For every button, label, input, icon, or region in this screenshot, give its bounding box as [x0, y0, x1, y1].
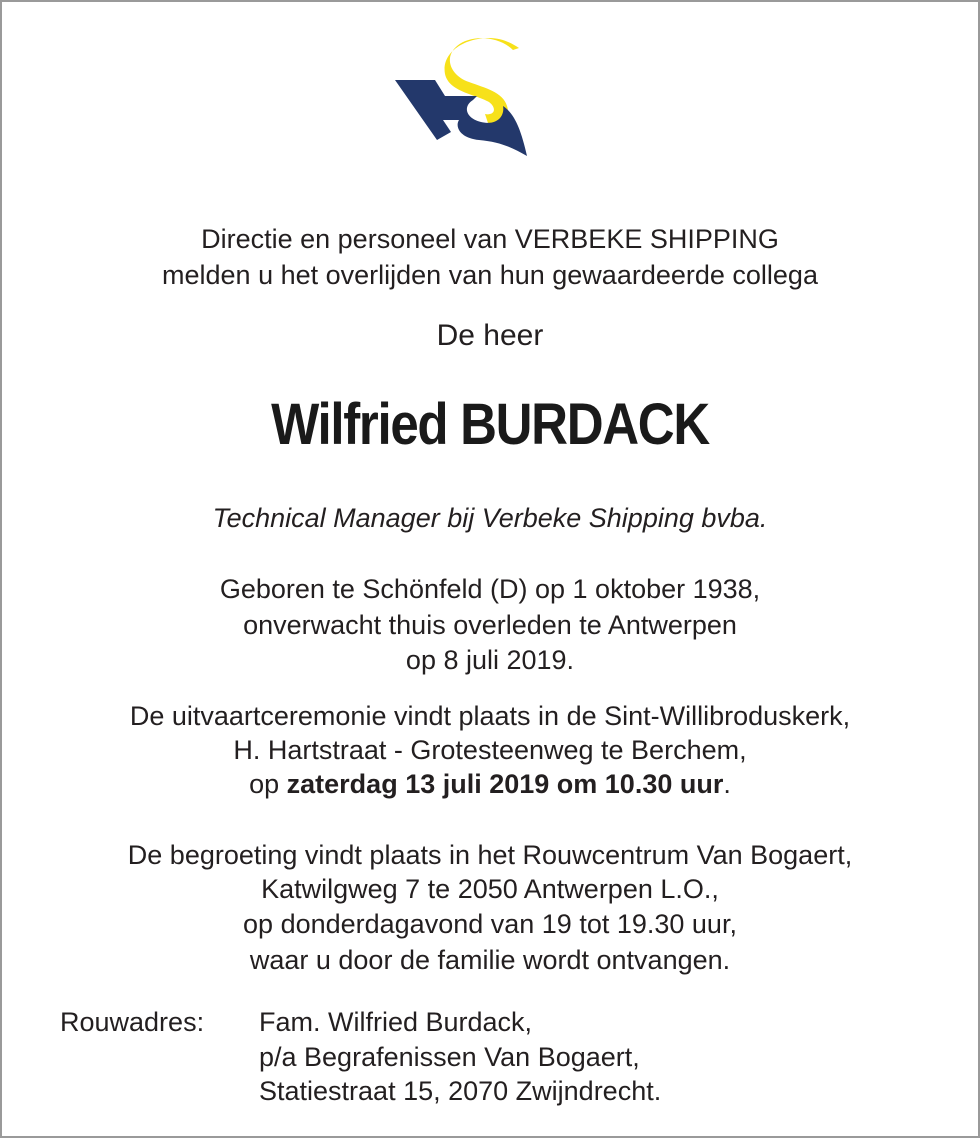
- mourning-address-line-2: p/a Begrafenissen Van Bogaert,: [259, 1042, 640, 1072]
- greeting-line-1: De begroeting vindt plaats in het Rouwcentrum Van Bogaert,: [127, 840, 853, 870]
- mourning-address-line-3: Statiestraat 15, 2070 Zwijndrecht.: [259, 1076, 662, 1106]
- intro-line-2: melden u het overlijden van hun gewaardeerde collega: [162, 260, 818, 290]
- deceased-name: Wilfried BURDACK: [271, 392, 709, 457]
- function-title: Technical Manager bij Verbeke Shipping bvba.: [212, 503, 768, 533]
- birth-line-1: Geboren te Schönfeld (D) op 1 oktober 1938,: [219, 574, 761, 604]
- intro-line-1: Directie en personeel van VERBEKE SHIPPING: [201, 224, 779, 254]
- ceremony-prefix: op: [249, 769, 287, 799]
- ceremony-line-1: De uitvaartceremonie vindt plaats in de Sint-Willibroduskerk,: [129, 701, 851, 731]
- greeting-line-2: Katwilgweg 7 te 2050 Antwerpen L.O.,: [261, 874, 719, 904]
- ceremony-suffix: .: [723, 769, 731, 799]
- ceremony-date-time: zaterdag 13 juli 2019 om 10.30 uur: [286, 769, 724, 799]
- ceremony-line-2: H. Hartstraat - Grotesteenweg te Berchem,: [233, 735, 747, 765]
- mourning-address-line-1: Fam. Wilfried Burdack,: [259, 1007, 533, 1037]
- greeting-line-4: waar u door de familie wordt ontvangen.: [249, 945, 731, 975]
- birth-line-2: onverwacht thuis overleden te Antwerpen: [243, 610, 737, 640]
- birth-line-3: op 8 juli 2019.: [405, 645, 575, 675]
- logo-navy-shape: [395, 80, 527, 156]
- greeting-line-3: op donderdagavond van 19 tot 19.30 uur,: [243, 909, 737, 939]
- salutation: De heer: [436, 319, 544, 352]
- ceremony-line-3: [0, 768, 980, 800]
- verbeke-shipping-logo: [393, 36, 529, 160]
- mourning-address-label: Rouwadres:: [60, 1007, 205, 1037]
